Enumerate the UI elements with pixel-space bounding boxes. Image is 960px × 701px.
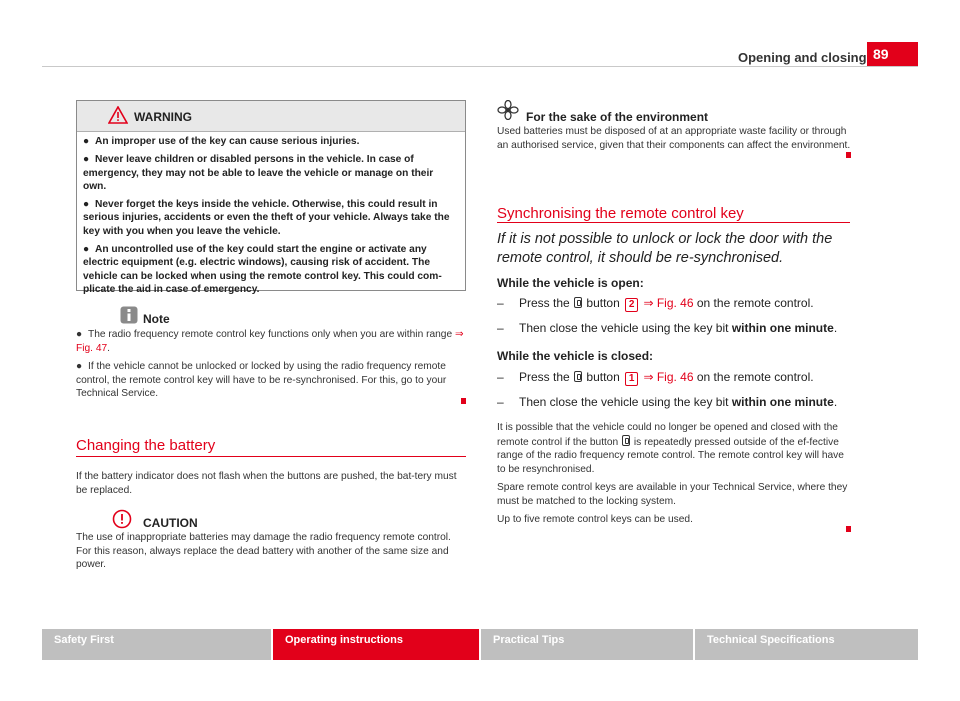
- step-closed-press: – Press the button 1 ⇒ Fig. 46 on the remote control.: [497, 370, 814, 384]
- note-item: ● The radio frequency remote control key functions only when you are within range ⇒ Fig. 47.: [76, 329, 464, 354]
- fig-46-link[interactable]: ⇒ Fig. 46: [643, 296, 694, 310]
- callout-number: 1: [625, 372, 638, 386]
- environment-title: For the sake of the environment: [526, 110, 709, 124]
- footer-tab-safety-first[interactable]: Safety First: [42, 629, 271, 660]
- caution-icon: [112, 509, 132, 529]
- warning-item: ● Never forget the keys inside the vehicle. Otherwise, this could result in serious injuries, accidents or even the theft of your vehicle. Always take the key with you when you leave the vehicle.: [83, 199, 450, 237]
- environment-text: Used batteries must be disposed of at an appropriate waste facility or through an authorised service, given that their components can affect the environment.: [497, 126, 851, 151]
- sync-paragraph: Spare remote control keys are available in your Technical Service, where they must be matched to the locking system.: [497, 482, 848, 507]
- sync-paragraph: It is possible that the vehicle could no longer be opened and closed with the remote control if the button is repeatedly pressed outside of the ef-fective range of the radio frequency remote control. The remote control key will have to be resynchronised.: [497, 422, 844, 475]
- footer-tab-practical-tips[interactable]: Practical Tips: [481, 629, 693, 660]
- warning-item: ● An improper use of the key can cause serious injuries.: [83, 136, 360, 147]
- open-label: While the vehicle is open:: [497, 276, 644, 290]
- header-rule: [42, 66, 918, 67]
- sync-heading: Synchronising the remote control key: [497, 205, 744, 222]
- step-open-press: – Press the button 2 ⇒ Fig. 46 on the remote control.: [497, 296, 814, 310]
- lock-key-icon: [574, 371, 582, 382]
- warning-title: WARNING: [134, 110, 192, 124]
- warning-item: ● An uncontrolled use of the key could start the engine or activate any electric equipment (e.g. electric windows), causing risk of accident. The vehicle can be locked when using the remote control key. This could com-plicate the aid in case of emergency.: [83, 244, 442, 295]
- battery-text: If the battery indicator does not flash when the buttons are pushed, the bat-tery must be replaced.: [76, 471, 457, 496]
- step-open-close: – Then close the vehicle using the key bit within one minute.: [497, 321, 838, 335]
- unlock-key-icon: [574, 297, 582, 308]
- caution-text: The use of inappropriate batteries may damage the radio frequency remote control. For this reason, always replace the dead battery with another of the same size and power.: [76, 532, 451, 570]
- section-end-marker: [846, 526, 851, 532]
- footer-tab-technical-specifications[interactable]: Technical Specifications: [695, 629, 918, 660]
- battery-heading: Changing the battery: [76, 437, 216, 454]
- warning-list: [83, 135, 459, 301]
- caution-title: CAUTION: [143, 516, 198, 530]
- note-body: [76, 328, 468, 406]
- note-info-icon: [120, 306, 138, 324]
- fig-46-link[interactable]: ⇒ Fig. 46: [643, 370, 694, 384]
- closed-label: While the vehicle is closed:: [497, 349, 654, 363]
- note-item: ● If the vehicle cannot be unlocked or locked by using the radio frequency remote control, the remote control key will have to be re-synchronised. For this, go to your Technical Service.: [76, 361, 447, 399]
- section-end-marker: [461, 398, 466, 404]
- chapter-title: Opening and closing: [738, 50, 867, 65]
- page-number: 89: [867, 42, 918, 66]
- note-title: Note: [143, 312, 170, 326]
- callout-number: 2: [625, 298, 638, 312]
- step-closed-close: – Then close the vehicle using the key bit within one minute.: [497, 395, 838, 409]
- unlock-key-icon: [622, 435, 630, 446]
- footer-tab-operating-instructions[interactable]: Operating instructions: [273, 629, 479, 660]
- section-end-marker: [846, 152, 851, 158]
- fig-47-link[interactable]: ⇒ Fig. 47: [76, 329, 464, 354]
- battery-heading-rule: [76, 456, 466, 457]
- warning-header: [77, 101, 465, 132]
- sync-intro: If it is not possible to unlock or lock the door with the remote control, it should be re-synchronised.: [497, 231, 833, 266]
- environment-flower-icon: [497, 100, 519, 120]
- sync-heading-rule: [497, 222, 850, 223]
- warning-triangle-icon: [108, 106, 128, 124]
- sync-paragraph: Up to five remote control keys can be used.: [497, 514, 693, 525]
- sync-body: [497, 421, 852, 532]
- warning-item: ● Never leave children or disabled persons in the vehicle. In case of emergency, they may not be able to leave the vehicle or manage on their own.: [83, 154, 434, 192]
- warning-box: [76, 100, 466, 295]
